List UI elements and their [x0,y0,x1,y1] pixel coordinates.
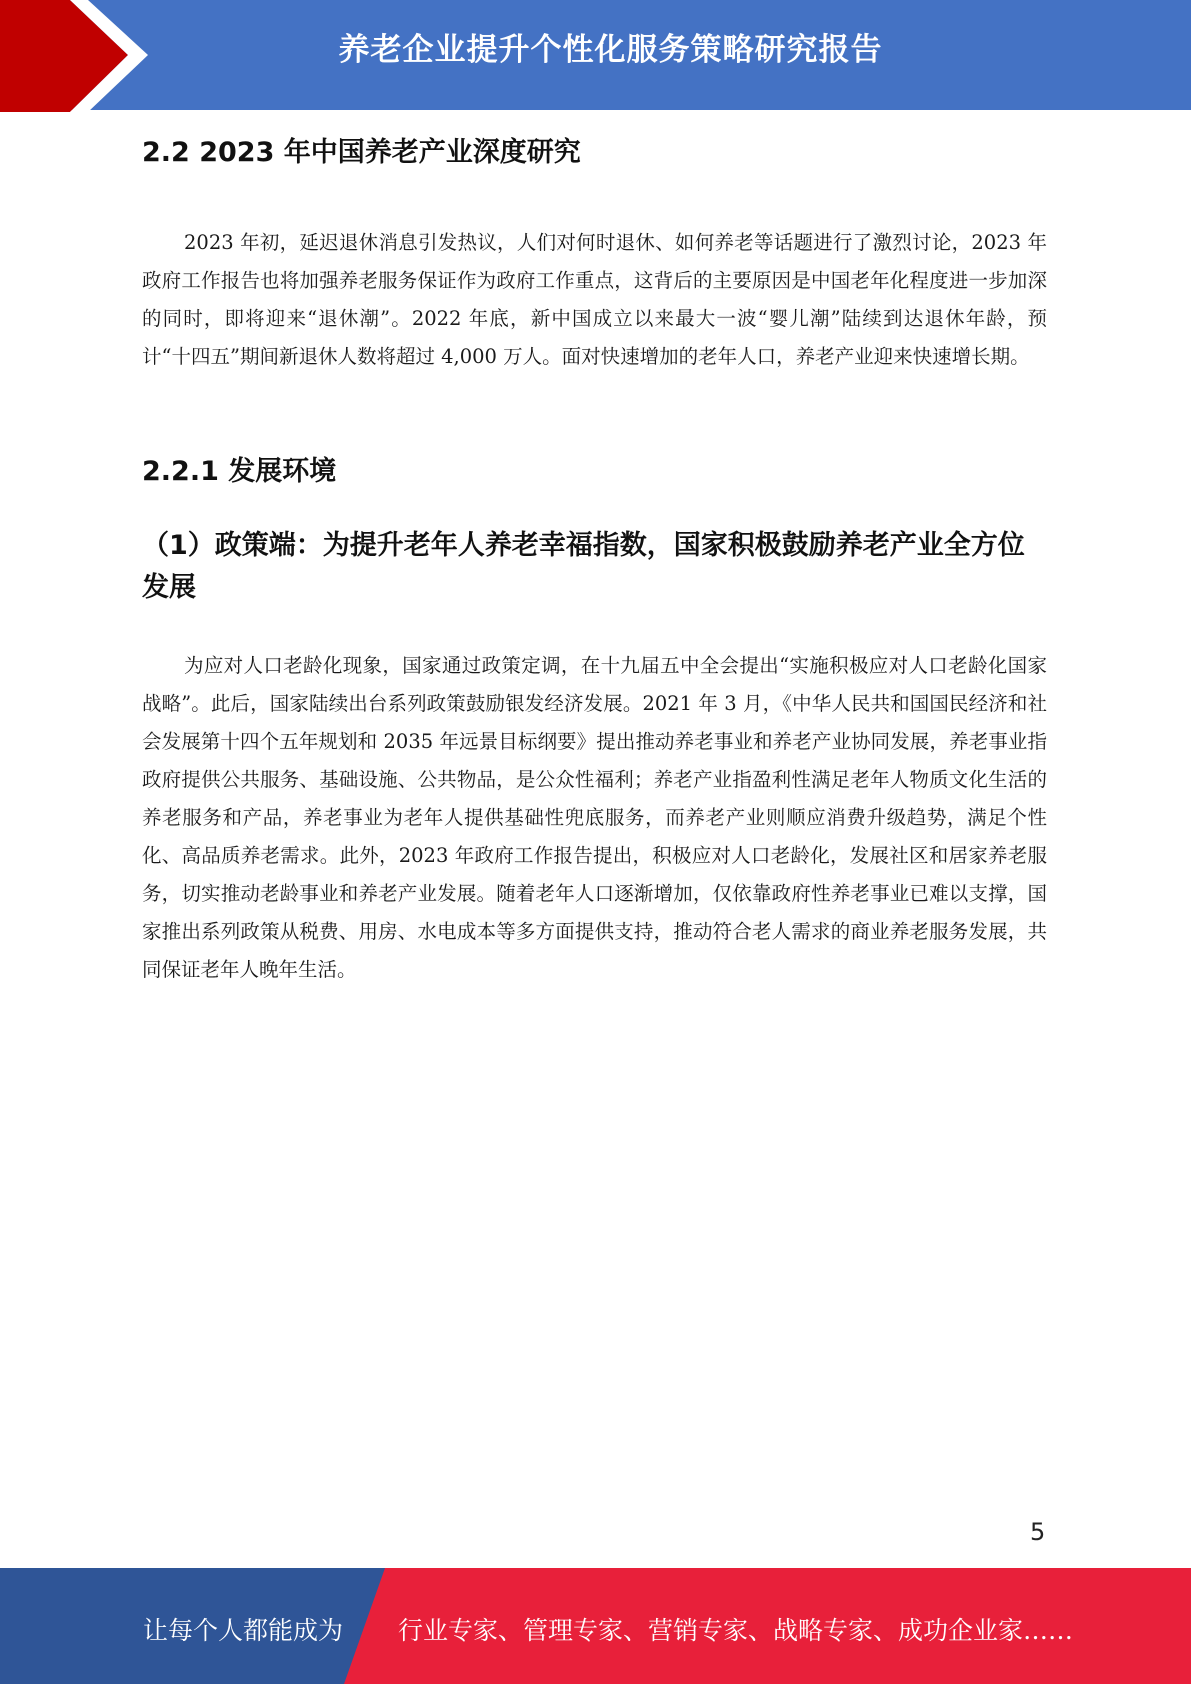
footer-slogan-left: 让每个人都能成为 [143,1616,344,1645]
section-heading: 2.2 2023 年中国养老产业深度研究 [142,137,581,168]
policy-paragraph: 为应对人口老龄化现象，国家通过政策定调，在十九届五中全会提出“实施积极应对人口老龄化国家战略”。此后，国家陆续出台系列政策鼓励银发经济发展。2021 年 3 月，《中华人民共和国国民经济和社会发展第十四个五年规划和 2035 年远景目标纲要》提出推动养老事业和养老产业协同发展，养老事业指政府提供公共服务、基础设施、公共物品，是公众性福利；养老产业指盈利性满足老年人物质文化生活的养老服务和产品，养老事业为老年人提供基础性兜底服务，而养老产业则顺应消费升级趋势，满足个性化、高品质养老需求。此外，2023 年政府工作报告提出，积极应对人口老龄化，发展社区和居家养老服务，切实推动老龄事业和养老产业发展。随着老年人口逐渐增加，仅依靠政府性养老事业已难以支撑，国家推出系列政策从税费、用房、水电成本等多方面提供支持，推动符合老人需求的商业养老服务发展，共同保证老年人晚年生活。 [142,654,1047,981]
policy-heading: （1）政策端：为提升老年人养老幸福指数，国家积极鼓励养老产业全方位发展 [142,530,1025,603]
subsection-heading: 2.2.1 发展环境 [142,456,337,487]
report-title: 养老企业提升个性化服务策略研究报告 [338,32,883,68]
footer-slogan-right: 行业专家、管理专家、营销专家、战略专家、成功企业家…… [398,1616,1074,1645]
intro-paragraph: 2023 年初，延迟退休消息引发热议，人们对何时退休、如何养老等话题进行了激烈讨论，2023 年政府工作报告也将加强养老服务保证作为政府工作重点，这背后的主要原因是中国老年化程度进一步加深的同时，即将迎来“退休潮”。2022 年底，新中国成立以来最大一波“婴儿潮”陆续到达退休年龄，预计“十四五”期间新退休人数将超过 4,000 万人。面对快速增加的老年人口，养老产业迎来快速增长期。 [142,231,1047,368]
page-number: 5 [1030,1518,1046,1546]
